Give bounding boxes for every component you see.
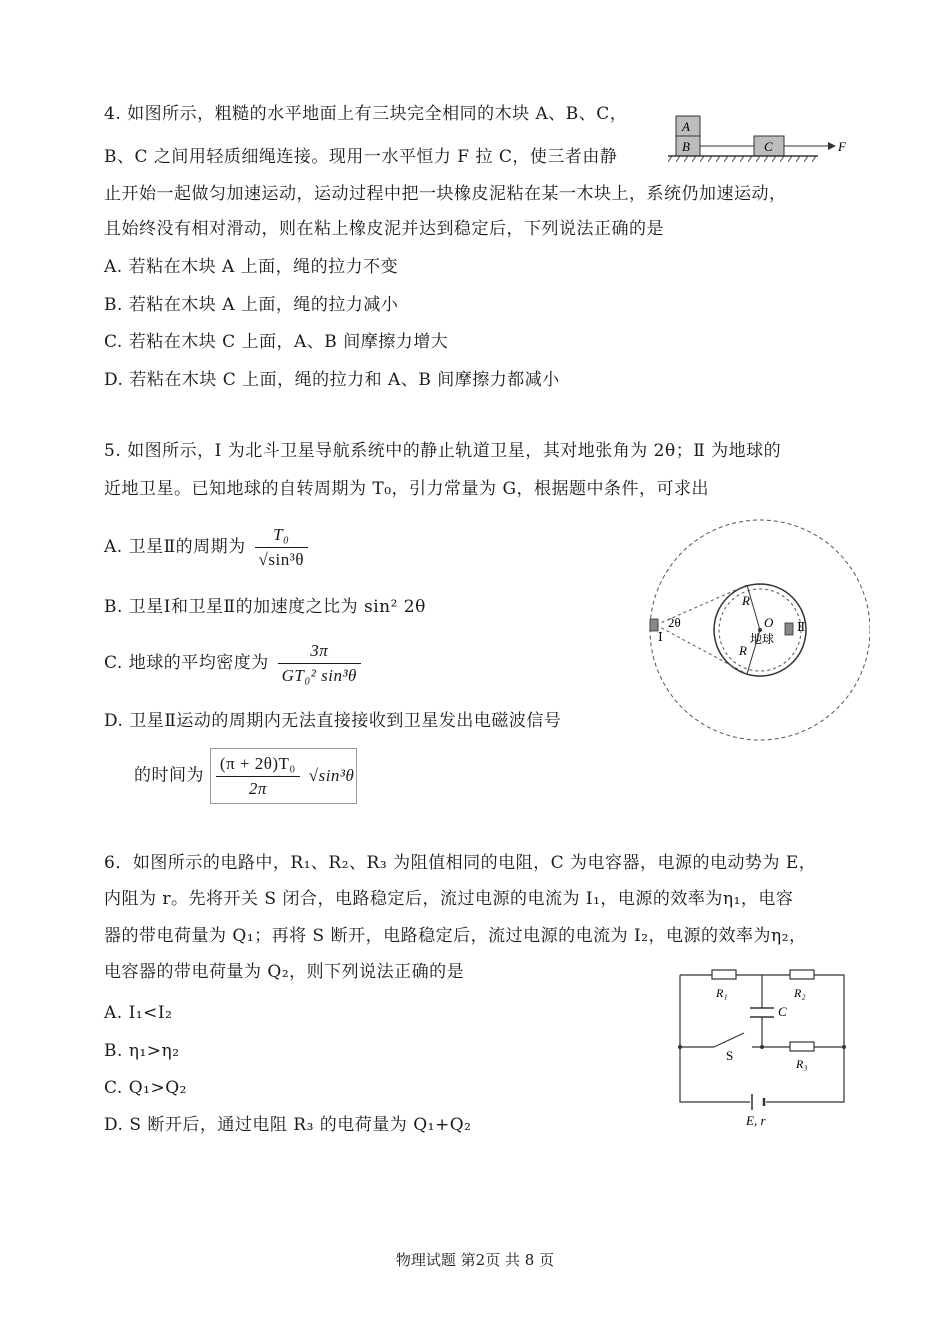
q6-line1: 6．如图所示的电路中，R₁、R₂、R₃ 为阻值相同的电阻，C 为电容器，电源的电动势为 E， xyxy=(104,853,817,873)
q5-option-c-text: C. 地球的平均密度为 xyxy=(104,653,269,673)
resistor-r1 xyxy=(712,970,736,979)
q6-circuit-figure xyxy=(672,960,852,1130)
q6-option-b: B. η₁>η₂ xyxy=(104,1041,180,1061)
q6-label-er: E, r xyxy=(746,1113,766,1128)
q5-line2: 近地卫星。已知地球的自转周期为 T₀，引力常量为 G，根据题中条件，可求出 xyxy=(104,479,710,499)
page-footer: 物理试题 第2页 共 8 页 xyxy=(395,1251,555,1269)
q4-label-a: A xyxy=(682,119,690,134)
q6-line4: 电容器的带电荷量为 Q₂，则下列说法正确的是 xyxy=(104,962,465,982)
q6-line3: 器的带电荷量为 Q₁；再将 S 断开，电路稳定后，流过电源的电流为 I₂，电源的效率为η₂， xyxy=(104,926,807,946)
q5-option-a-fraction xyxy=(255,523,308,572)
q6-option-d: D. S 断开后，通过电阻 R₃ 的电荷量为 Q₁+Q₂ xyxy=(104,1115,472,1135)
q5-label-o: O xyxy=(764,615,774,630)
q5-label-sat2: Ⅱ xyxy=(797,620,806,634)
q5-orbit-figure xyxy=(640,515,870,745)
q4-label-c: C xyxy=(764,139,773,154)
q6-option-c: C. Q₁>Q₂ xyxy=(104,1078,187,1098)
q5-option-c xyxy=(104,636,364,690)
q5-option-a xyxy=(104,520,311,574)
q4-option-b: B. 若粘在木块 A 上面，绳的拉力减小 xyxy=(104,295,399,315)
q5-label-earth: 地球 xyxy=(750,632,775,646)
q5-option-a-numerator: T₀ xyxy=(255,523,308,548)
q5-label-sat1: Ⅰ xyxy=(658,630,663,644)
q6-label-r2: R₂ xyxy=(794,986,806,1000)
q4-line3: 止开始一起做匀加速运动，运动过程中把一块橡皮泥粘在某一木块上，系统仍加速运动， xyxy=(104,184,787,204)
q5-option-d-text: 的时间为 xyxy=(134,765,204,786)
q5-option-c-denominator: GT₀² sin³θ xyxy=(281,666,357,685)
q4-blocks-figure xyxy=(668,110,848,170)
q5-option-d-sqrt: √sin³θ xyxy=(308,766,355,785)
q4-option-c: C. 若粘在木块 C 上面，A、B 间摩擦力增大 xyxy=(104,332,449,352)
q5-line1: 5. 如图所示，Ⅰ 为北斗卫星导航系统中的静止轨道卫星，其对地张角为 2θ；Ⅱ 为地球的 xyxy=(104,441,782,461)
q5-option-d: D. 卫星Ⅱ运动的周期内无法直接接收到卫星发出电磁波信号 xyxy=(104,711,562,731)
q4-label-f: F xyxy=(838,139,846,154)
q4-line2: B、C 之间用轻质细绳连接。现用一水平恒力 F 拉 C，使三者由静 xyxy=(104,147,618,167)
q5-option-d-cont xyxy=(134,748,357,802)
q4-label-b: B xyxy=(682,139,690,154)
q6-label-s: S xyxy=(726,1048,734,1063)
resistor-r3 xyxy=(790,1042,814,1051)
q6-label-r3: R₃ xyxy=(796,1057,808,1071)
q6-label-r1: R₁ xyxy=(716,986,728,1000)
satellite-1-icon xyxy=(650,619,658,631)
resistor-r2 xyxy=(790,970,814,979)
q6-option-a: A. I₁<I₂ xyxy=(104,1003,173,1023)
q5-option-b: B. 卫星Ⅰ和卫星Ⅱ的加速度之比为 sin² 2θ xyxy=(104,597,426,617)
q6-line2: 内阻为 r。先将开关 S 闭合，电路稳定后，流过电源的电流为 I₁，电源的效率为η₁，电容 xyxy=(104,889,794,909)
q4-line1: 4. 如图所示，粗糙的水平地面上有三块完全相同的木块 A、B、C， xyxy=(104,104,628,124)
q5-option-c-numerator: 3π xyxy=(278,639,361,664)
q5-option-d-formula xyxy=(210,748,357,804)
q4-option-d: D. 若粘在木块 C 上面，绳的拉力和 A、B 间摩擦力都减小 xyxy=(104,370,560,390)
q5-option-d-denominator: 2π xyxy=(248,779,267,798)
q4-line4: 且始终没有相对滑动，则在粘上橡皮泥并达到稳定后，下列说法正确的是 xyxy=(104,219,664,239)
q5-label-r-top: R xyxy=(742,593,750,608)
q5-option-d-numerator: (π + 2θ)T₀ xyxy=(216,752,300,777)
q5-option-c-fraction xyxy=(278,639,361,688)
satellite-2-icon xyxy=(785,623,793,635)
q5-label-r-bottom: R xyxy=(739,643,747,658)
q5-option-a-denominator: √sin³θ xyxy=(258,550,304,569)
q6-label-c: C xyxy=(778,1004,787,1019)
q5-option-a-text: A. 卫星Ⅱ的周期为 xyxy=(104,537,246,557)
q5-label-angle: 2θ xyxy=(668,615,681,630)
q4-option-a: A. 若粘在木块 A 上面，绳的拉力不变 xyxy=(104,257,399,277)
switch-s xyxy=(714,1033,744,1047)
q5-option-d-fraction xyxy=(216,752,300,801)
